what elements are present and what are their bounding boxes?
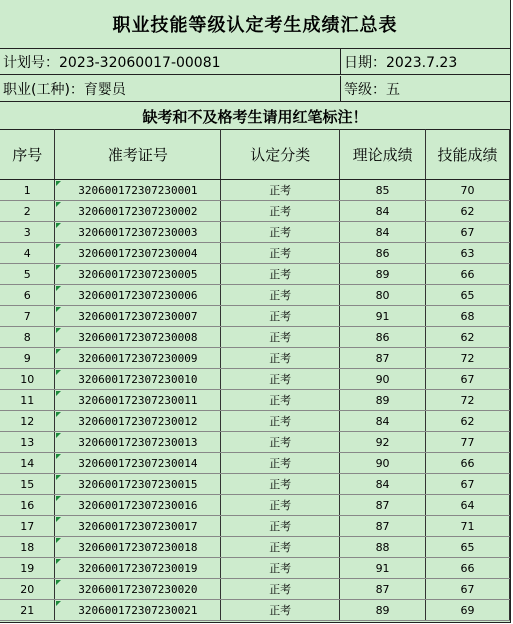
- cell-index[interactable]: 14: [0, 453, 55, 474]
- cell-index[interactable]: 12: [0, 411, 55, 432]
- cell-index[interactable]: 9: [0, 348, 55, 369]
- table-row: [0, 390, 510, 411]
- cell-category[interactable]: 正考: [221, 600, 340, 621]
- cell-theory-score[interactable]: 90: [340, 369, 426, 390]
- table-row: [0, 369, 510, 390]
- cell-category[interactable]: 正考: [221, 222, 340, 243]
- cell-skill-score[interactable]: 70: [426, 180, 510, 201]
- cell-theory-score[interactable]: 86: [340, 243, 426, 264]
- cell-index[interactable]: 8: [0, 327, 55, 348]
- cell-index[interactable]: 11: [0, 390, 55, 411]
- cell-category[interactable]: 正考: [221, 579, 340, 600]
- table-row: [0, 243, 510, 264]
- cell-category[interactable]: 正考: [221, 306, 340, 327]
- cell-ticket-number[interactable]: 320600172307230012: [55, 411, 221, 432]
- table-row: [0, 558, 510, 579]
- cell-ticket-number[interactable]: 320600172307230006: [55, 285, 221, 306]
- cell-theory-score[interactable]: 89: [340, 600, 426, 621]
- cell-ticket-number[interactable]: 320600172307230007: [55, 306, 221, 327]
- cell-index[interactable]: 13: [0, 432, 55, 453]
- cell-theory-score[interactable]: 89: [340, 390, 426, 411]
- cell-skill-score[interactable]: 64: [426, 495, 510, 516]
- cell-ticket-number[interactable]: 320600172307230016: [55, 495, 221, 516]
- table-row: [0, 453, 510, 474]
- table-row: [0, 600, 510, 621]
- cell-theory-score[interactable]: 80: [340, 285, 426, 306]
- cell-theory-score[interactable]: 91: [340, 558, 426, 579]
- cell-category[interactable]: 正考: [221, 453, 340, 474]
- cell-category[interactable]: 正考: [221, 327, 340, 348]
- cell-index[interactable]: 1: [0, 180, 55, 201]
- cell-ticket-number[interactable]: 320600172307230018: [55, 537, 221, 558]
- cell-skill-score[interactable]: 62: [426, 411, 510, 432]
- cell-skill-score[interactable]: 67: [426, 369, 510, 390]
- cell-skill-score[interactable]: 72: [426, 390, 510, 411]
- cell-theory-score[interactable]: 84: [340, 411, 426, 432]
- cell-theory-score[interactable]: 88: [340, 537, 426, 558]
- cell-theory-score[interactable]: 87: [340, 495, 426, 516]
- table-row: [0, 411, 510, 432]
- cell-theory-score[interactable]: 84: [340, 474, 426, 495]
- cell-theory-score[interactable]: 84: [340, 222, 426, 243]
- cell-index[interactable]: 21: [0, 600, 55, 621]
- cell-skill-score[interactable]: 67: [426, 579, 510, 600]
- table-row: [0, 537, 510, 558]
- cell-ticket-number[interactable]: 320600172307230013: [55, 432, 221, 453]
- cell-theory-score[interactable]: 87: [340, 348, 426, 369]
- cell-skill-score[interactable]: 71: [426, 516, 510, 537]
- cell-index[interactable]: 19: [0, 558, 55, 579]
- cell-index[interactable]: 2: [0, 201, 55, 222]
- cell-ticket-number[interactable]: 320600172307230005: [55, 264, 221, 285]
- table-row: [0, 579, 510, 600]
- header-index[interactable]: 序号: [0, 129, 55, 180]
- cell-category[interactable]: 正考: [221, 348, 340, 369]
- cell-theory-score[interactable]: 92: [340, 432, 426, 453]
- table-row: [0, 201, 510, 222]
- table-row: [0, 285, 510, 306]
- cell-skill-score[interactable]: 62: [426, 201, 510, 222]
- cell-skill-score[interactable]: 72: [426, 348, 510, 369]
- cell-ticket-number[interactable]: 320600172307230014: [55, 453, 221, 474]
- cell-skill-score[interactable]: 66: [426, 558, 510, 579]
- cell-skill-score[interactable]: 63: [426, 243, 510, 264]
- cell-index[interactable]: 15: [0, 474, 55, 495]
- cell-skill-score[interactable]: 77: [426, 432, 510, 453]
- cell-skill-score[interactable]: 68: [426, 306, 510, 327]
- date-cell[interactable]: 日期：2023.7.23: [341, 49, 510, 75]
- table-row: [0, 264, 510, 285]
- cell-index[interactable]: 16: [0, 495, 55, 516]
- cell-skill-score[interactable]: 66: [426, 453, 510, 474]
- table-row: [0, 222, 510, 243]
- header-skill-score[interactable]: 技能成绩: [426, 129, 510, 180]
- cell-ticket-number[interactable]: 320600172307230020: [55, 579, 221, 600]
- cell-theory-score[interactable]: 89: [340, 264, 426, 285]
- cell-ticket-number[interactable]: 320600172307230002: [55, 201, 221, 222]
- cell-index[interactable]: 17: [0, 516, 55, 537]
- cell-category[interactable]: 正考: [221, 201, 340, 222]
- cell-ticket-number[interactable]: 320600172307230008: [55, 327, 221, 348]
- cell-skill-score[interactable]: 65: [426, 285, 510, 306]
- cell-index[interactable]: 20: [0, 579, 55, 600]
- header-row: [0, 129, 510, 180]
- header-theory-score[interactable]: 理论成绩: [340, 129, 426, 180]
- cell-skill-score[interactable]: 67: [426, 222, 510, 243]
- table-row: [0, 348, 510, 369]
- cell-index[interactable]: 4: [0, 243, 55, 264]
- sheet-title: 职业技能等级认定考生成绩汇总表: [0, 0, 510, 49]
- cell-theory-score[interactable]: 84: [340, 201, 426, 222]
- cell-index[interactable]: 6: [0, 285, 55, 306]
- cell-category[interactable]: 正考: [221, 285, 340, 306]
- header-category[interactable]: 认定分类: [221, 129, 340, 180]
- table-row: [0, 327, 510, 348]
- cell-category[interactable]: 正考: [221, 369, 340, 390]
- cell-index[interactable]: 10: [0, 369, 55, 390]
- cell-category[interactable]: 正考: [221, 243, 340, 264]
- cell-category[interactable]: 正考: [221, 180, 340, 201]
- cell-theory-score[interactable]: 90: [340, 453, 426, 474]
- cell-theory-score[interactable]: 87: [340, 579, 426, 600]
- cell-ticket-number[interactable]: 320600172307230010: [55, 369, 221, 390]
- occupation-cell[interactable]: 职业(工种)：育婴员: [0, 76, 341, 102]
- cell-index[interactable]: 18: [0, 537, 55, 558]
- cell-ticket-number[interactable]: 320600172307230004: [55, 243, 221, 264]
- cell-theory-score[interactable]: 87: [340, 516, 426, 537]
- table-row: [0, 432, 510, 453]
- notice-text: 缺考和不及格考生请用红笔标注！: [0, 103, 510, 130]
- plan-number-cell[interactable]: 计划号：2023-32060017-00081: [0, 49, 341, 75]
- cell-category[interactable]: 正考: [221, 537, 340, 558]
- cell-ticket-number[interactable]: 320600172307230017: [55, 516, 221, 537]
- cell-skill-score[interactable]: 65: [426, 537, 510, 558]
- cell-index[interactable]: 5: [0, 264, 55, 285]
- cell-skill-score[interactable]: 67: [426, 474, 510, 495]
- table-row: [0, 516, 510, 537]
- cell-category[interactable]: 正考: [221, 264, 340, 285]
- cell-category[interactable]: 正考: [221, 432, 340, 453]
- cell-skill-score[interactable]: 66: [426, 264, 510, 285]
- cell-category[interactable]: 正考: [221, 495, 340, 516]
- level-cell[interactable]: 等级：五: [341, 76, 510, 102]
- cell-ticket-number[interactable]: 320600172307230003: [55, 222, 221, 243]
- cell-theory-score[interactable]: 86: [340, 327, 426, 348]
- cell-category[interactable]: 正考: [221, 390, 340, 411]
- cell-ticket-number[interactable]: 320600172307230021: [55, 600, 221, 621]
- cell-ticket-number[interactable]: 320600172307230019: [55, 558, 221, 579]
- cell-theory-score[interactable]: 85: [340, 180, 426, 201]
- cell-index[interactable]: 3: [0, 222, 55, 243]
- table-row: [0, 474, 510, 495]
- cell-ticket-number[interactable]: 320600172307230001: [55, 180, 221, 201]
- score-table: [0, 129, 510, 621]
- header-ticket-number[interactable]: 准考证号: [55, 129, 221, 180]
- cell-category[interactable]: 正考: [221, 474, 340, 495]
- cell-theory-score[interactable]: 91: [340, 306, 426, 327]
- table-row: [0, 180, 510, 201]
- cell-skill-score[interactable]: 62: [426, 327, 510, 348]
- cell-ticket-number[interactable]: 320600172307230009: [55, 348, 221, 369]
- cell-index[interactable]: 7: [0, 306, 55, 327]
- table-row: [0, 306, 510, 327]
- cell-ticket-number[interactable]: 320600172307230015: [55, 474, 221, 495]
- cell-category[interactable]: 正考: [221, 516, 340, 537]
- cell-category[interactable]: 正考: [221, 411, 340, 432]
- table-row: [0, 495, 510, 516]
- cell-ticket-number[interactable]: 320600172307230011: [55, 390, 221, 411]
- cell-category[interactable]: 正考: [221, 558, 340, 579]
- cell-skill-score[interactable]: 69: [426, 600, 510, 621]
